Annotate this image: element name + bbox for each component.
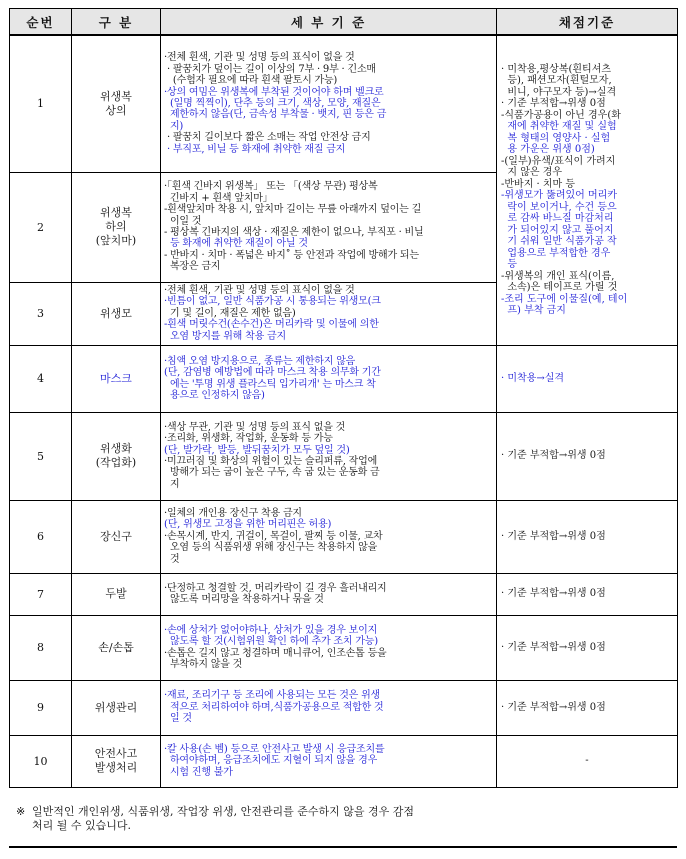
detail-line: 방해가 되는 굽이 높은 구두, 속 굽 있는 운동화 금 <box>164 467 380 479</box>
criteria-line: 소속)은 테이프로 가릴 것 <box>501 282 618 294</box>
detail-line: ·칼 사용(손 벰) 등으로 안전사고 발생 시 응급조치를 <box>164 743 385 755</box>
category-line: 안전사고 <box>94 747 138 760</box>
header-num: 순번 <box>10 9 72 36</box>
row-number: 9 <box>10 680 72 735</box>
detail-line: ·침액 오염 방지용으로, 종류는 제한하지 않음 <box>164 355 356 367</box>
criteria-line: 업용으로 부적합한 경우 <box>501 247 611 259</box>
detail-line: ·빈틈이 없고, 일반 식품가공 시 통용되는 위생모(크 <box>164 296 381 308</box>
table-row <box>10 735 678 787</box>
detail-line: -흰색 머릿수건(손수건)은 머리카락 및 이물에 의한 <box>164 319 379 331</box>
detail-line: ·색상 무관, 기관 및 성명 등의 표식 없을 것 <box>164 421 346 433</box>
table-row <box>10 615 678 680</box>
criteria-line: - <box>585 755 589 767</box>
criteria-line: · 기준 부적합→위생 0점 <box>501 641 606 653</box>
detail-line: · 부직포, 비닐 등 화재에 취약한 재질 금지 <box>164 143 346 155</box>
category-line: 위생관리 <box>94 700 138 714</box>
detail-line: 긴바지 + 흰색 앞치마」 <box>164 192 273 204</box>
detail-line: ·미끄러짐 및 화상의 위험이 있는 슬리퍼류, 작업에 <box>164 456 378 467</box>
criteria-line: · 미착용→실격 <box>501 372 565 384</box>
criteria-line: 비니, 야구모자 등)→실격 <box>501 86 617 98</box>
row-details <box>161 412 497 500</box>
table-row <box>10 35 678 172</box>
detail-line: 부착하지 않을 것 <box>164 658 243 670</box>
detail-line: ·상의 여밈은 위생복에 부착된 것이어야 하며 벨크로 <box>164 86 384 98</box>
row-details <box>161 345 497 412</box>
criteria-line: 기 쉬워 일반 식품가공 작 <box>501 236 617 248</box>
category-line: 위생모 <box>100 306 132 320</box>
criteria-line: · 기준 부적합→위생 0점 <box>501 450 606 462</box>
category-line: 두발 <box>105 587 127 600</box>
detail-line: ·손톱은 길지 않고 청결하며 매니큐어, 인조손톱 등을 <box>164 647 387 659</box>
detail-line: · 팔꿈치가 덮이는 길이 이상의 7부 · 9부 · 긴소매 <box>164 63 376 75</box>
criteria-line: -(일부)유색/표식이 가려지 <box>501 155 616 167</box>
detail-line: ·「흰색 긴바지 위생복」 또는 「(색상 무관) 평상복 <box>164 181 378 193</box>
category-line: 마스크 <box>100 371 132 385</box>
criteria-line: · 기준 부적합→위생 0점 <box>501 530 606 542</box>
detail-line: 오염 등의 식품위생 위해 장신구는 착용하지 않을 <box>164 542 378 554</box>
footnote-line-1 <box>16 805 656 819</box>
table-row <box>10 573 678 615</box>
detail-line: -흰색앞치마 착용 시, 앞치마 길이는 무릎 아래까지 덮이는 길 <box>164 204 422 216</box>
row-number: 2 <box>10 172 72 282</box>
header-criteria: 채점기준 <box>497 9 678 36</box>
detail-line: ·단정하고 청결할 것, 머리카락이 길 경우 흘러내리지 <box>164 582 387 594</box>
criteria-line: 등), 패션모자(흰털모자, <box>501 75 612 87</box>
criteria-cell <box>497 735 678 787</box>
category-line: 위생복 <box>100 89 132 103</box>
table-row <box>10 500 678 573</box>
footnote-line-2: 처리 될 수 있습니다. <box>32 819 131 832</box>
criteria-cell <box>497 500 678 573</box>
bottom-rule <box>9 846 677 848</box>
category-line: 장신구 <box>100 529 132 543</box>
detail-line: 등 화재에 취약한 재질이 아닐 것 <box>164 238 308 250</box>
table-header-row <box>10 9 678 36</box>
row-number: 3 <box>10 282 72 345</box>
row-details <box>161 500 497 573</box>
footnote-mark: ※ <box>16 805 26 818</box>
row-category <box>72 573 161 615</box>
category-line: (앞치마) <box>95 234 137 247</box>
criteria-line: 프) 부착 금지 <box>501 305 566 317</box>
category-line: 위생복 <box>100 206 132 219</box>
criteria-line: 재에 취약한 재질 및 실험 <box>501 121 617 133</box>
row-details <box>161 615 497 680</box>
criteria-line: 등 <box>501 259 518 271</box>
criteria-line: · 기준 부적합→위생 0점 <box>501 588 606 600</box>
detail-line: ·조리화, 위생화, 작업화, 운동화 등 가능 <box>164 433 333 445</box>
row-details <box>161 172 497 282</box>
criteria-line: -조리 도구에 이물질(예, 테이 <box>501 293 628 305</box>
detail-line: · 팔꿈치 길이보다 짧은 소매는 작업 안전상 금지 <box>164 132 371 144</box>
detail-line: 복장은 금지 <box>164 261 221 273</box>
detail-line: ·전체 흰색, 기관 및 성명 등의 표식이 없을 것 <box>164 284 355 296</box>
category-line: (작업화) <box>95 456 137 469</box>
detail-line: 용으로 인정하지 않음) <box>164 389 265 401</box>
header-category: 구 분 <box>72 9 161 36</box>
criteria-cell <box>497 573 678 615</box>
detail-line: 않도록 할 것(시험위원 확인 하에 추가 조치 가능) <box>164 636 378 648</box>
table-row <box>10 412 678 500</box>
criteria-cell <box>497 680 678 735</box>
detail-line: (단, 발가락, 발등, 발뒤꿈치가 모두 덮일 것) <box>164 444 350 456</box>
category-line: 하의 <box>105 220 127 233</box>
detail-line: 오염 방지를 위해 착용 금지 <box>164 330 286 342</box>
row-category <box>72 35 161 172</box>
row-category <box>72 412 161 500</box>
row-details <box>161 35 497 172</box>
criteria-cell <box>497 615 678 680</box>
hygiene-criteria-sheet <box>9 8 677 788</box>
category-line: 발생처리 <box>94 761 138 774</box>
detail-line: 제한하지 않음(단, 금속성 부착물 · 뱃지, 핀 등은 금 <box>164 109 387 121</box>
detail-line: 이일 것 <box>164 215 202 227</box>
criteria-line: -식품가공용이 아닌 경우(화 <box>501 109 621 121</box>
criteria-line: 복 형태의 영양사 · 실험 <box>501 132 611 144</box>
criteria-cell <box>497 412 678 500</box>
detail-line: 않도록 머리망을 착용하거나 묶을 것 <box>164 594 324 605</box>
criteria-line: 지 않은 경우 <box>501 167 563 179</box>
row-number: 8 <box>10 615 72 680</box>
criteria-table <box>9 8 678 788</box>
detail-line: 시험 진행 불가 <box>164 766 233 778</box>
detail-line: 일 것 <box>164 713 192 725</box>
category-line: 손/손톱 <box>98 640 134 654</box>
row-number: 1 <box>10 35 72 172</box>
criteria-line: · 기준 부적합→위생 0점 <box>501 701 606 713</box>
criteria-line: 락이 보이거나, 수건 등으 <box>501 201 617 213</box>
criteria-group-cell <box>497 35 678 345</box>
row-details <box>161 680 497 735</box>
footnote <box>16 805 656 833</box>
criteria-line: -반바지 · 치마 등 <box>501 178 576 190</box>
table-row <box>10 680 678 735</box>
row-number: 6 <box>10 500 72 573</box>
row-category <box>72 680 161 735</box>
criteria-line: 로 감싸 바느질 마감처리 <box>501 213 614 225</box>
row-details <box>161 735 497 787</box>
detail-line: (수험자 필요에 따라 흰색 팔토시 가능) <box>164 75 338 87</box>
row-category <box>72 615 161 680</box>
row-number: 4 <box>10 345 72 412</box>
detail-line: (단, 감염병 예방법에 따라 마스크 착용 의무화 기간 <box>164 367 381 379</box>
row-category <box>72 345 161 412</box>
criteria-line: · 미착용,평상복(흰티셔츠 <box>501 63 612 75</box>
header-details: 세 부 기 준 <box>161 9 497 36</box>
detail-line: 기 및 길이, 재질은 제한 없음) <box>164 307 296 319</box>
detail-line: 지) <box>164 120 184 132</box>
detail-line: ·재료, 조리기구 등 조리에 사용되는 모든 것은 위생 <box>164 690 381 702</box>
detail-line: ·손목시계, 반지, 귀걸이, 목걸이, 팔찌 등 이물, 교차 <box>164 530 383 542</box>
criteria-line: -위생복의 개인 표식(이름, <box>501 270 615 282</box>
row-number: 7 <box>10 573 72 615</box>
detail-line: (일명 찍찍이), 단추 등의 크기, 색상, 모양, 재질은 <box>164 98 381 110</box>
row-category <box>72 282 161 345</box>
table-row <box>10 345 678 412</box>
row-details <box>161 282 497 345</box>
detail-line: (단, 위생모 고정을 위한 머리핀은 허용) <box>164 519 332 531</box>
detail-line: ·손에 상처가 없어야하나, 상처가 있을 경우 보이지 <box>164 624 378 636</box>
criteria-cell <box>497 345 678 412</box>
row-details <box>161 573 497 615</box>
category-line: 상의 <box>105 103 127 117</box>
detail-line: 것 <box>164 553 180 565</box>
criteria-line: 가 되어있지 않고 풀어지 <box>501 224 614 236</box>
detail-line: 지 <box>164 478 180 490</box>
criteria-line: · 기준 부적합→위생 0점 <box>501 98 606 110</box>
detail-line: - 평상복 긴바지의 색상 · 재질은 제한이 없으나, 부직포 · 비닐 <box>164 227 424 238</box>
detail-line: 에는 '투명 위생 플라스틱 입가리개' 는 마스크 착 <box>164 378 376 390</box>
row-category <box>72 172 161 282</box>
criteria-line: -위생모가 뚫려있어 머리카 <box>501 190 617 202</box>
detail-line: ·일체의 개인용 장신구 착용 금지 <box>164 507 302 519</box>
row-number: 10 <box>10 735 72 787</box>
row-number: 5 <box>10 412 72 500</box>
detail-line: - 반바지 · 치마 · 폭넓은 바지˚ 등 안전과 작업에 방해가 되는 <box>164 249 419 261</box>
footnote-text-1: 일반적인 개인위생, 식품위생, 작업장 위생, 안전관리를 준수하지 않을 경우 감점 <box>32 805 414 818</box>
detail-line: 하여야하며, 응급조치에도 지혈이 되지 않을 경우 <box>164 755 378 767</box>
detail-line: ·전체 흰색, 기관 및 성명 등의 표식이 없을 것 <box>164 52 355 64</box>
row-category <box>72 500 161 573</box>
detail-line: 적으로 처리하여야 하며,식품가공용으로 적합한 것 <box>164 701 384 713</box>
criteria-line: 용 가운은 위생 0점) <box>501 144 595 156</box>
row-category <box>72 735 161 787</box>
category-line: 위생화 <box>100 442 132 455</box>
